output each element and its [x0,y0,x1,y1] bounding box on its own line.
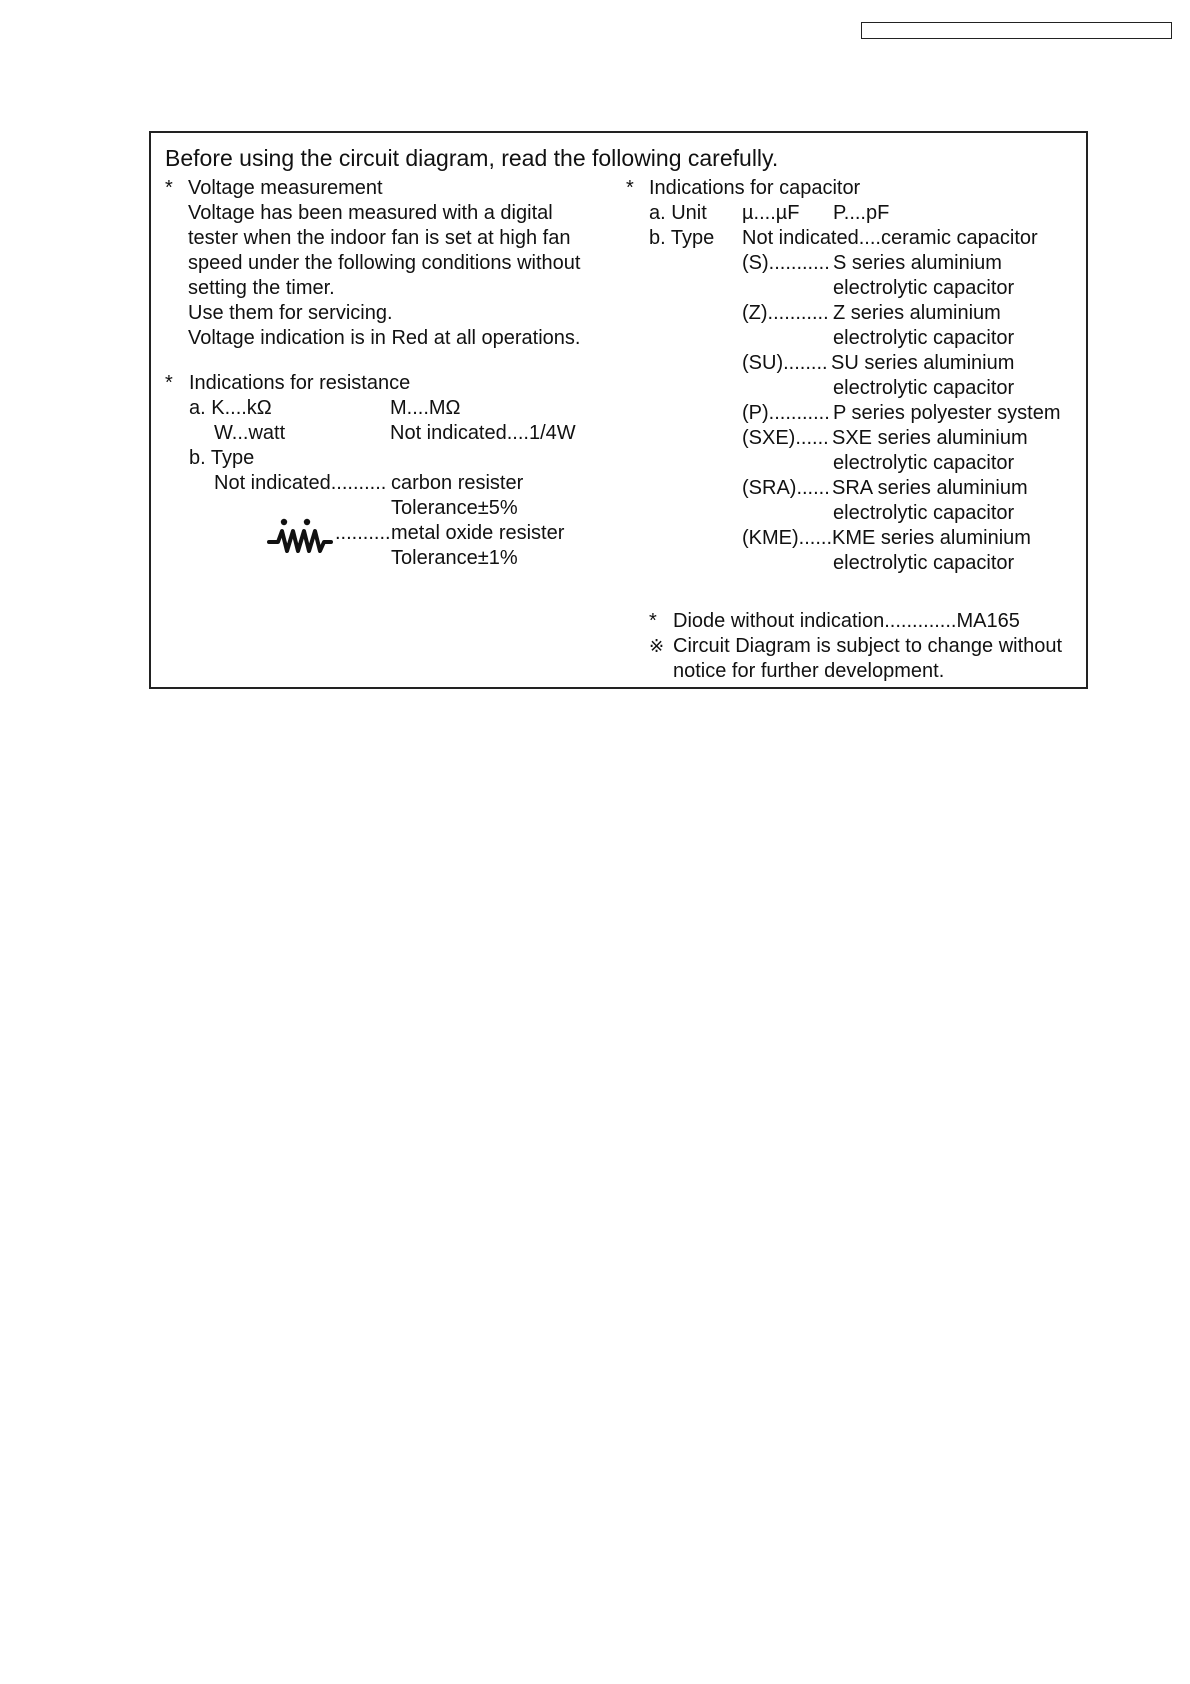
capacitor-desc: electrolytic capacitor [833,377,1015,399]
capacitor-desc: electrolytic capacitor [833,552,1015,574]
resistance-type-label: b. Type [189,447,255,469]
resistance-heading: Indications for resistance [189,372,411,394]
capacitor-code: (SU)........ [742,352,828,374]
notice-line: Circuit Diagram is subject to change without [673,635,1063,657]
capacitor-heading: Indications for capacitor [649,177,861,199]
voltage-bullet: * [165,177,173,199]
page-title: Before using the circuit diagram, read the following carefully. [165,145,779,171]
resistance-carbon-tolerance: Tolerance±5% [391,497,518,519]
capacitor-desc: S series aluminium [833,252,1002,274]
diode-note: Diode without indication.............MA165 [673,610,1020,632]
capacitor-type-label: b. Type [649,227,715,249]
capacitor-code: (KME)...... [742,527,832,549]
capacitor-desc: KME series aluminium [832,527,1031,549]
resistance-unit-m: M....MΩ [390,397,461,419]
capacitor-desc: P series polyester system [833,402,1061,424]
capacitor-code: (P)........... [742,402,830,424]
resistance-oxide: metal oxide resister [391,522,565,544]
resistance-oxide-dots: .......... [335,522,391,544]
metal-oxide-resistor-symbol-icon [267,518,335,556]
voltage-line: Voltage indication is in Red at all operations. [188,327,581,349]
voltage-line: setting the timer. [188,277,335,299]
capacitor-desc: electrolytic capacitor [833,502,1015,524]
header-label-box [861,22,1172,39]
capacitor-desc: electrolytic capacitor [833,452,1015,474]
voltage-heading: Voltage measurement [188,177,383,199]
capacitor-code: (SRA)...... [742,477,830,499]
capacitor-code: (Z)........... [742,302,829,324]
capacitor-desc: Z series aluminium [833,302,1001,324]
capacitor-code: (SXE)...... [742,427,829,449]
resistance-carbon: carbon resister [391,472,524,494]
voltage-line: Use them for servicing. [188,302,393,324]
voltage-line: speed under the following conditions without [188,252,581,274]
voltage-line: Voltage has been measured with a digital [188,202,553,224]
capacitor-bullet: * [626,177,634,199]
capacitor-desc: electrolytic capacitor [833,277,1015,299]
capacitor-desc: SXE series aluminium [832,427,1028,449]
resistance-unit-w: W...watt [214,422,286,444]
voltage-line: tester when the indoor fan is set at high fan [188,227,571,249]
resistance-not-indicated: Not indicated.......... [214,472,387,494]
capacitor-unit-p: P....pF [833,202,890,224]
capacitor-unit-mu: µ....µF [742,202,800,224]
capacitor-code: (S)........... [742,252,830,274]
capacitor-desc: SU series aluminium [831,352,1015,374]
notice-mark: ※ [649,636,665,656]
resistance-unit-k: a. K....kΩ [189,397,272,419]
capacitor-unit-label: a. Unit [649,202,707,224]
notice-line: notice for further development. [673,660,945,682]
resistance-oxide-tolerance: Tolerance±1% [391,547,518,569]
diode-bullet: * [649,610,657,632]
resistance-bullet: * [165,372,173,394]
capacitor-desc: SRA series aluminium [832,477,1028,499]
capacitor-desc: electrolytic capacitor [833,327,1015,349]
resistance-unit-default: Not indicated....1/4W [390,422,576,444]
capacitor-type-default: Not indicated....ceramic capacitor [742,227,1038,249]
